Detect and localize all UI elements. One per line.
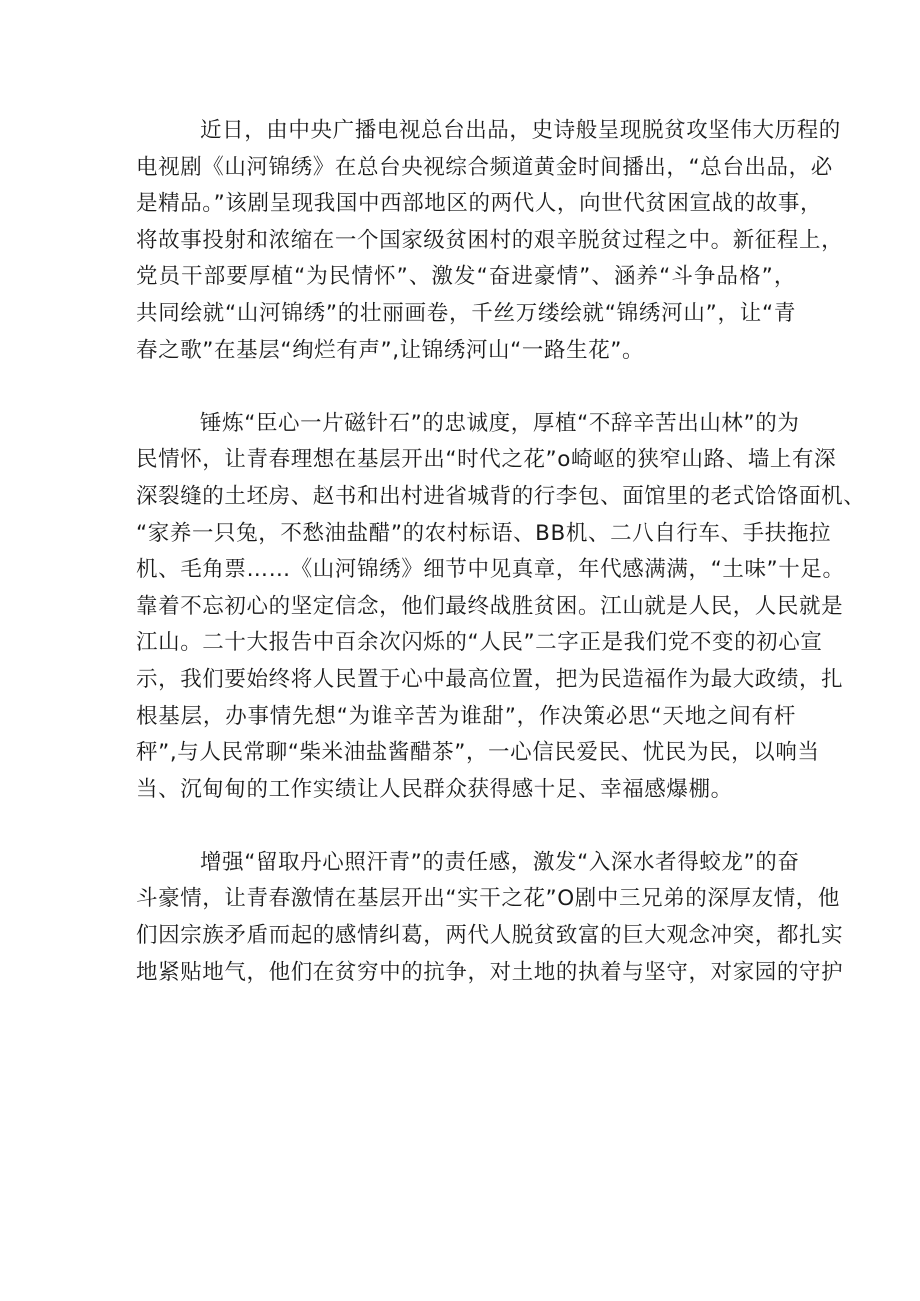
text-line: 根基层，办事情先想“为谁辛苦为谁甜”，作决策必思“天地之间有杆 (136, 703, 796, 729)
text-line: 示，我们要始终将人民置于心中最高位置，把为民造福作为最大政绩，扎 (136, 666, 844, 692)
text-line: 江山。二十大报告中百余次闪烁的“人民”二字正是我们党不变的初心宣 (136, 630, 823, 656)
text-line: 当、沉甸甸的工作实绩让人民群众获得感十足、幸福感爆棚。 (136, 776, 733, 802)
text-line: 民情怀，让青春理想在基层开出“时代之花”o崎岖的狭窄山路、墙上有深 (136, 447, 837, 473)
text-line: 电视剧《山河锦绣》在总台央视综合频道黄金时间播出，“总台出品，必 (136, 154, 833, 180)
document-body (136, 113, 866, 991)
text-line: 斗豪情，让青春激情在基层开出“实干之花”O剧中三兄弟的深厚友情，他 (136, 886, 841, 912)
text-line: 锤炼“臣心一片磁针石”的忠诚度，厚植“不辞辛苦出山林”的为 (200, 410, 800, 436)
text-line: 们因宗族矛盾而起的感情纠葛，两代人脱贫致富的巨大观念冲突，都扎实 (136, 923, 844, 949)
text-line: 将故事投射和浓缩在一个国家级贫困村的艰辛脱贫过程之中。新征程上， (136, 227, 844, 253)
text-line: 秤”,与人民常聊“柴米油盐酱醋茶”，一心信民爱民、忧民为民，以响当 (136, 740, 820, 766)
paragraph-spacer (136, 808, 796, 845)
text-line: 党员干部要厚植“为民情怀”、激发“奋进豪情”、涵养“斗争品格”， (136, 264, 796, 290)
text-line: 近日，由中央广播电视总台出品，史诗般呈现脱贫攻坚伟大历程的 (200, 118, 841, 143)
paragraph-spacer (136, 369, 796, 406)
text-line: 靠着不忘初心的坚定信念，他们最终战胜贫困。江山就是人民，人民就是 (136, 593, 844, 619)
text-line: “家养一只兔，不愁油盐醋”的农村标语、BB机、二八自行车、手扶拖拉 (136, 520, 832, 546)
text-line: 地紧贴地气，他们在贫穷中的抗争，对土地的执着与坚守，对家园的守护 (136, 959, 844, 985)
paragraph-1 (136, 113, 844, 369)
text-line: 共同绘就“山河锦绣”的壮丽画卷，千丝万缕绘就“锦绣河山”，让“青 (136, 300, 796, 326)
paragraph-3 (136, 845, 844, 991)
text-line: 是精品。”该剧呈现我国中西部地区的两代人，向世代贫困宣战的故事， (136, 191, 823, 217)
text-line: 深裂缝的土坯房、赵书和出村进省城背的行李包、面馆里的老式饸饹面机、 (136, 483, 866, 509)
paragraph-2 (136, 406, 866, 809)
text-line: 增强“留取丹心照汗青”的责任感，激发“入深水者得蛟龙”的奋 (200, 849, 800, 875)
text-line: 春之歌”在基层“绚烂有声”,让锦绣河山“一路生花”。 (136, 337, 645, 363)
text-line: 机、毛角票……《山河锦绣》细节中见真章，年代感满满，“土味”十足。 (136, 557, 845, 583)
